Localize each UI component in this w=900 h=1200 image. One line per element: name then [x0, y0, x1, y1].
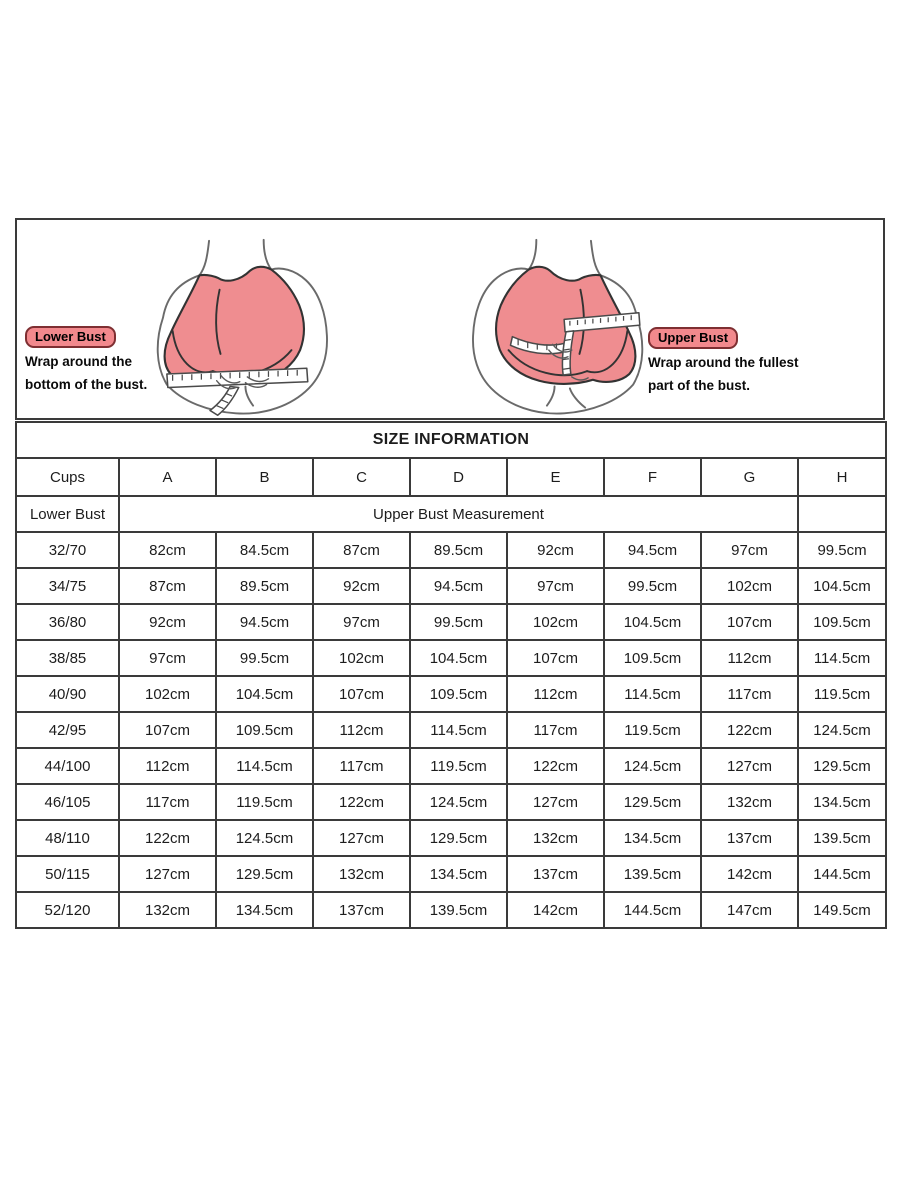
- size-information-table: [15, 421, 887, 929]
- measurement-cell: 109.5cm: [798, 604, 886, 640]
- measurement-cell: 119.5cm: [216, 784, 313, 820]
- measurement-cell: 122cm: [507, 748, 604, 784]
- lower-bust-description: [25, 350, 147, 396]
- measurement-cell: 84.5cm: [216, 532, 313, 568]
- measurement-cell: 137cm: [701, 820, 798, 856]
- measurement-cell: 99.5cm: [410, 604, 507, 640]
- measurement-cell: 117cm: [701, 676, 798, 712]
- measurement-cell: 114.5cm: [410, 712, 507, 748]
- measurement-cell: 94.5cm: [216, 604, 313, 640]
- size-cell: 50/115: [16, 856, 119, 892]
- lower-bust-description-line1: Wrap around the: [25, 354, 133, 369]
- measurement-cell: 139.5cm: [798, 820, 886, 856]
- measurement-cell: 94.5cm: [410, 568, 507, 604]
- measurement-cell: 107cm: [701, 604, 798, 640]
- measurement-cell: 124.5cm: [410, 784, 507, 820]
- measurement-cell: 122cm: [313, 784, 410, 820]
- cup-column-header: B: [216, 458, 313, 496]
- measurement-cell: 102cm: [507, 604, 604, 640]
- lower-bust-label-cell: Lower Bust: [16, 496, 119, 532]
- measurement-cell: 124.5cm: [216, 820, 313, 856]
- measurement-cell: 99.5cm: [216, 640, 313, 676]
- measurement-cell: 104.5cm: [216, 676, 313, 712]
- measurement-cell: 107cm: [313, 676, 410, 712]
- measurement-cell: 127cm: [507, 784, 604, 820]
- measurement-cell: 147cm: [701, 892, 798, 928]
- cup-column-header: G: [701, 458, 798, 496]
- measurement-cell: 114.5cm: [216, 748, 313, 784]
- table-row: [16, 748, 886, 784]
- measurement-cell: 134.5cm: [216, 892, 313, 928]
- measurement-cell: 109.5cm: [604, 640, 701, 676]
- measurement-cell: 97cm: [119, 640, 216, 676]
- measurement-cell: 139.5cm: [410, 892, 507, 928]
- cups-header-cell: Cups: [16, 458, 119, 496]
- cup-column-header: A: [119, 458, 216, 496]
- measurement-cell: 112cm: [507, 676, 604, 712]
- cup-column-header: F: [604, 458, 701, 496]
- measurement-cell: 92cm: [119, 604, 216, 640]
- measurement-cell: 114.5cm: [798, 640, 886, 676]
- table-row: [16, 640, 886, 676]
- cups-header-row: [16, 458, 886, 496]
- measurement-cell: 87cm: [119, 568, 216, 604]
- cup-column-header: E: [507, 458, 604, 496]
- measurement-cell: 134.5cm: [410, 856, 507, 892]
- measurement-cell: 112cm: [313, 712, 410, 748]
- measurement-cell: 102cm: [119, 676, 216, 712]
- measurement-cell: 102cm: [701, 568, 798, 604]
- measurement-cell: 94.5cm: [604, 532, 701, 568]
- measurement-label-row: [16, 496, 886, 532]
- measurement-cell: 87cm: [313, 532, 410, 568]
- size-cell: 34/75: [16, 568, 119, 604]
- measurement-cell: 99.5cm: [604, 568, 701, 604]
- measurement-cell: 127cm: [701, 748, 798, 784]
- measurement-cell: 97cm: [507, 568, 604, 604]
- measuring-guide-panel: [15, 218, 885, 420]
- measurement-cell: 102cm: [313, 640, 410, 676]
- size-cell: 38/85: [16, 640, 119, 676]
- cup-column-header: H: [798, 458, 886, 496]
- measurement-cell: 149.5cm: [798, 892, 886, 928]
- measurement-cell: 122cm: [701, 712, 798, 748]
- table-row: [16, 856, 886, 892]
- upper-bust-description-line1: Wrap around the fullest: [648, 355, 799, 370]
- title-row: [16, 422, 886, 458]
- measurement-cell: 89.5cm: [216, 568, 313, 604]
- table-row: [16, 532, 886, 568]
- measurement-cell: 82cm: [119, 532, 216, 568]
- measurement-cell: 112cm: [119, 748, 216, 784]
- measurement-cell: 144.5cm: [604, 892, 701, 928]
- lower-bust-description-line2: bottom of the bust.: [25, 377, 148, 392]
- measurement-cell: 134.5cm: [604, 820, 701, 856]
- measurement-cell: 142cm: [507, 892, 604, 928]
- cup-column-header: D: [410, 458, 507, 496]
- size-cell: 40/90: [16, 676, 119, 712]
- upper-bust-measurement-cell: Upper Bust Measurement: [119, 496, 798, 532]
- table-row: [16, 676, 886, 712]
- measurement-cell: 124.5cm: [798, 712, 886, 748]
- measurement-cell: 144.5cm: [798, 856, 886, 892]
- measurement-cell: 104.5cm: [604, 604, 701, 640]
- measurement-cell: 129.5cm: [216, 856, 313, 892]
- upper-bust-measurement-empty-cell: [798, 496, 886, 532]
- measurement-cell: 129.5cm: [798, 748, 886, 784]
- measurement-cell: 107cm: [507, 640, 604, 676]
- measurement-cell: 92cm: [313, 568, 410, 604]
- measurement-cell: 99.5cm: [798, 532, 886, 568]
- measurement-cell: 104.5cm: [798, 568, 886, 604]
- measurement-cell: 107cm: [119, 712, 216, 748]
- measurement-cell: 117cm: [507, 712, 604, 748]
- size-cell: 48/110: [16, 820, 119, 856]
- measurement-cell: 129.5cm: [604, 784, 701, 820]
- measurement-cell: 119.5cm: [798, 676, 886, 712]
- upper-bust-description: [648, 351, 799, 397]
- measurement-cell: 109.5cm: [216, 712, 313, 748]
- table-title: SIZE INFORMATION: [16, 422, 886, 458]
- measurement-cell: 129.5cm: [410, 820, 507, 856]
- measurement-cell: 127cm: [313, 820, 410, 856]
- measurement-cell: 97cm: [701, 532, 798, 568]
- measurement-cell: 124.5cm: [604, 748, 701, 784]
- size-cell: 32/70: [16, 532, 119, 568]
- measurement-cell: 97cm: [313, 604, 410, 640]
- measurement-cell: 132cm: [701, 784, 798, 820]
- measurement-cell: 122cm: [119, 820, 216, 856]
- measurement-cell: 142cm: [701, 856, 798, 892]
- table-row: [16, 820, 886, 856]
- lower-bust-badge: Lower Bust: [25, 326, 116, 348]
- measurement-cell: 132cm: [507, 820, 604, 856]
- cup-column-header: C: [313, 458, 410, 496]
- upper-bust-badge: Upper Bust: [648, 327, 738, 349]
- measurement-cell: 134.5cm: [798, 784, 886, 820]
- table-row: [16, 784, 886, 820]
- measurement-cell: 127cm: [119, 856, 216, 892]
- table-row: [16, 604, 886, 640]
- measurement-cell: 132cm: [119, 892, 216, 928]
- measurement-cell: 104.5cm: [410, 640, 507, 676]
- measurement-cell: 114.5cm: [604, 676, 701, 712]
- size-cell: 44/100: [16, 748, 119, 784]
- measurement-cell: 137cm: [507, 856, 604, 892]
- lower-bust-illustration: [118, 237, 348, 421]
- upper-bust-description-line2: part of the bust.: [648, 378, 750, 393]
- measurement-cell: 117cm: [119, 784, 216, 820]
- size-cell: 46/105: [16, 784, 119, 820]
- measurement-cell: 109.5cm: [410, 676, 507, 712]
- measurement-cell: 112cm: [701, 640, 798, 676]
- table-row: [16, 712, 886, 748]
- size-cell: 42/95: [16, 712, 119, 748]
- measurement-cell: 117cm: [313, 748, 410, 784]
- measurement-cell: 89.5cm: [410, 532, 507, 568]
- measurement-cell: 137cm: [313, 892, 410, 928]
- measurement-cell: 92cm: [507, 532, 604, 568]
- measurement-cell: 119.5cm: [604, 712, 701, 748]
- table-row: [16, 568, 886, 604]
- measurement-cell: 132cm: [313, 856, 410, 892]
- table-row: [16, 892, 886, 928]
- size-cell: 36/80: [16, 604, 119, 640]
- size-cell: 52/120: [16, 892, 119, 928]
- measurement-cell: 139.5cm: [604, 856, 701, 892]
- measurement-cell: 119.5cm: [410, 748, 507, 784]
